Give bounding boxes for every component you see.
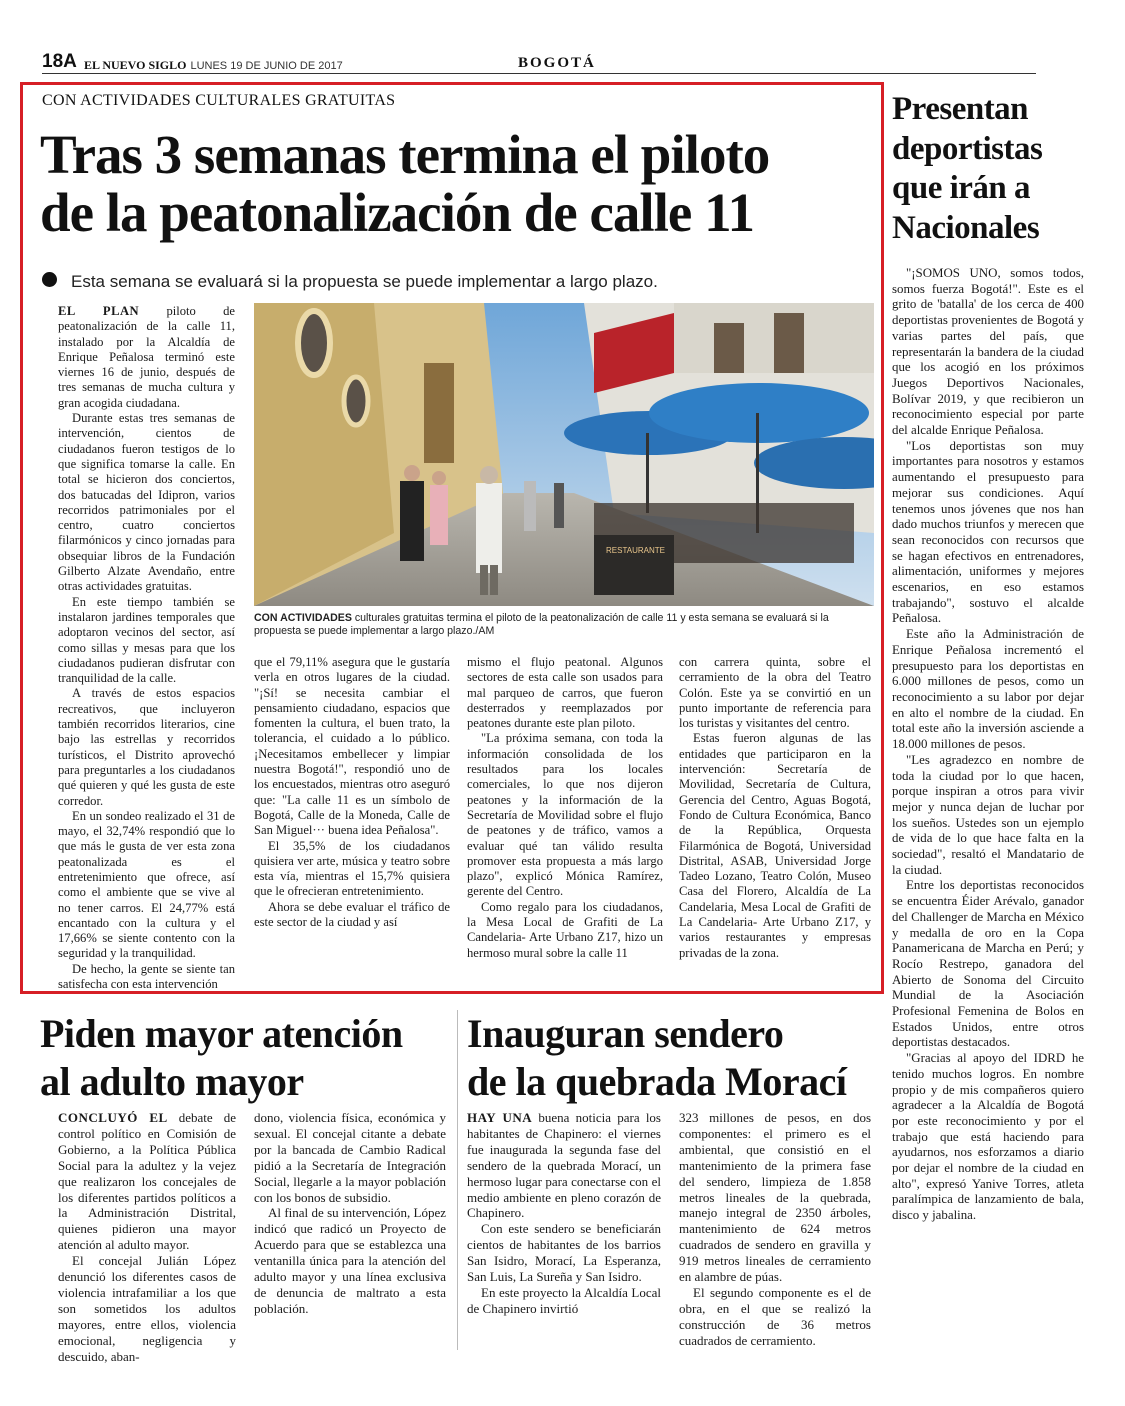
bullet-icon	[42, 272, 57, 287]
paragraph: que el 79,11% asegura que le gustaría verla en otros lugares de la ciudad. "¡Sí! se necesita cambiar el pensamiento ciudadano, espacios que fomenten la cultura, el buen trato, la tolerancia, el cuidado a lo público. ¡Necesitamos embellecer y limpiar nuestra Bogotá!", respondió uno de los encuestados, mientras otro aseguró que: "La calle 11 es un símbolo de Bogotá, Calle de la Moneda, Calle de San Miguel··· buena idea Peñalosa".	[254, 655, 450, 838]
side-headline-line: que irán a	[892, 170, 1031, 207]
side-headline-line: Presentan	[892, 91, 1029, 127]
paragraph: El 35,5% de los ciudadanos quisiera ver arte, música y teatro sobre esta vía, mientras el 15,7% quisiera que le ofrecieran entretenimiento.	[254, 838, 450, 899]
trail-column-2	[679, 1110, 871, 1349]
page-number: 18A	[42, 51, 77, 72]
paragraph: En este proyecto la Alcaldía Local de Chapinero invirtió	[467, 1284, 661, 1316]
lead-in: CONCLUYÓ EL	[58, 1110, 168, 1125]
paragraph: Durante estas tres semanas de intervención, cientos de ciudadanos fueron testigos de lo que significa tomarse la calle. En total se hicieron dos conciertos, dos batucadas del Idipron, varios recorridos patrimoniales por el centro, cuatro conciertos filarmónicos y cinco jornadas para obsequiar libros de la Fundación Gilberto Alzate Avendaño, entre otras actividades gratuitas.	[58, 411, 235, 594]
paragraph: A través de estos espacios recreativos, que incluyeron también recorridos literarios, cine bajo las estrellas y recorridos turísticos, el Distrito aprovechó para preguntarles a los ciudadanos qué quieren y qué les gusta de este corredor.	[58, 686, 235, 808]
paragraph: buena noticia para los habitantes de Chapinero: el viernes fue inaugurada la segunda fase del sendero de la quebrada Morací, un hermoso lugar para conectarse con el medio ambiente en pleno corazón de Chapinero.	[467, 1110, 661, 1221]
article-headline	[40, 126, 880, 243]
headline-line-1: Inauguran sendero	[467, 1011, 784, 1056]
lead-in: HAY UNA	[467, 1110, 533, 1125]
paragraph: Con este sendero se beneficiarán cientos de habitantes de los barrios San Isidro, Morací, La Esperanza, San Luis, La Sureña y San Isidro.	[467, 1221, 661, 1285]
article-column-2	[254, 655, 450, 930]
paragraph: mismo el flujo peatonal. Algunos sectores de esta calle son usados para mal parqueo de carros, que fueron desterrados y reemplazados por peatones durante este plan piloto.	[467, 655, 663, 731]
column-divider	[457, 1010, 458, 1350]
paragraph: 323 millones de pesos, en dos componentes: el primero es el ambiental, que consistió en el mantenimiento de la primera fase del sendero, limpieza de 1.858 metros lineales de la quebrada, manejo integral de 2350 árboles, mantenimiento de 624 metros cuadrados de sendero en gravilla y 919 metros lineales de cerramiento en alambre de púas.	[679, 1110, 871, 1285]
paragraph: Ahora se debe evaluar el tráfico de este sector de la ciudad y así	[254, 899, 450, 930]
headline-line-2: de la quebrada Morací	[467, 1059, 847, 1104]
side-headline	[892, 90, 1042, 248]
paragraph: De hecho, la gente se siente tan satisfecha con esta intervención	[58, 961, 235, 992]
paragraph: Como regalo para los ciudadanos, la Mesa Local de Grafiti de La Candelaria- Arte Urbano Z17, hizo un hermoso mural sobre la calle 11	[467, 899, 663, 960]
article-photo	[254, 303, 874, 606]
paragraph: con carrera quinta, sobre el cerramiento de la obra del Teatro Colón. Este ya se convirtió en un punto importante de referencia para los turistas y visitantes del centro.	[679, 655, 871, 731]
photo-caption	[254, 612, 874, 638]
paragraph: El concejal Julián López denunció los diferentes casos de violencia intrafamiliar a los que son sometidos los adultos mayores, entre ellos, violencia emocional, negligencia y descuido, aban-	[58, 1253, 236, 1364]
paragraph: "La próxima semana, con toda la información consolidada de los resultados para los locales comerciales, lo que nos dijeron peatones y la información de la Secretaría de Movilidad sobre el flujo de peatones y de tráfico, vamos a evaluar qué tan válido resulta promover esta propuesta a más largo plazo", explicó Mónica Ramírez, gerente del Centro.	[467, 731, 663, 899]
newspaper-name: EL NUEVO SIGLO	[84, 58, 187, 72]
side-headline-line: Nacionales	[892, 209, 1040, 246]
paragraph: debate de control político en Comisión de Gobierno, a la Política Pública Social para la adultez y la vejez que realizaron los concejales de los diferentes partidos políticos a la Administración Distrital, quienes pidieron una mayor atención al adulto mayor.	[58, 1110, 236, 1253]
side-article-body	[892, 266, 1084, 1224]
trail-headline	[467, 1010, 846, 1106]
headline-line-2: al adulto mayor	[40, 1059, 304, 1104]
paragraph: Entre los deportistas reconocidos se encuentra Éider Arévalo, ganador del Challenger de Marcha en México y medalla de oro en la Copa Panamericana de Marcha en Perú; y Rocío Restrepo, ganadora del Abierto de Sonoma del Circuito Mundial de la Asociación Profesional Femenina de Bolos en Estados Unidos, entre otros deportistas destacados.	[892, 878, 1084, 1050]
headline-line-1: Piden mayor atención	[40, 1011, 403, 1056]
issue-date: LUNES 19 DE JUNIO DE 2017	[190, 60, 343, 72]
caption-lead: CON ACTIVIDADES	[254, 612, 352, 624]
paragraph: "Les agradezco en nombre de toda la ciudad por lo que hacen, porque inspiran a otros para vivir mejor y nunca dejan de luchar por los sueños. Ustedes son un ejemplo de vida de lo que hace falta en la sociedad", resaltó el Mandatario de la ciudad.	[892, 752, 1084, 877]
elderly-column-1	[58, 1110, 236, 1365]
article-column-4	[679, 655, 871, 961]
paragraph: "Gracias al apoyo del IDRD he tenido muchos logros. En nombre propio y de mis compañeros quiero agradecer a la Alcaldía de Bogotá por este reconocimiento y por el trabajo que está haciendo para ayudarnos, nos esforzamos a diario por dejar el nombre de la ciudad en alto", expresó Yanive Torres, atleta paralímpica de lanzamiento de bala, disco y jabalina.	[892, 1051, 1084, 1223]
paragraph: El segundo componente es el de obra, en el que se realizó la construcción de 36 metros cuadrados de cerramiento.	[679, 1284, 871, 1348]
paragraph: Estas fueron algunas de las entidades que participaron en la intervención: Secretaría de Movilidad, Secretaría de Cultura, Gerencia del Centro, Aguas Bogotá, Fondo de Cultura Económica, Banco de la República, Orquesta Filarmónica de Bogotá, Universidad Distrital, ASAB, Universidad Jorge Tadeo Lozano, Teatro Colón, Museo Casa del Florero, Alcaldía de La Candelaria, Mesa Local de Grafiti de La Candelaria- Arte Urbano Z17, y varios restaurantes y empresas privadas de la zona.	[679, 731, 871, 960]
subhead-text: Esta semana se evaluará si la propuesta se puede implementar a largo plazo.	[71, 272, 658, 291]
headline-line-1: Tras 3 semanas termina el piloto	[40, 124, 770, 185]
masthead	[84, 56, 343, 74]
side-headline-line: deportistas	[892, 130, 1043, 167]
paragraph: Este año la Administración de Enrique Peñalosa incrementó el presupuesto para los deportistas en 6.000 millones de pesos, como un reconocimiento a su labor por dejar en alto el nombre de la ciudad. En total este año la inversión asciende a 18.000 millones de pesos.	[892, 627, 1084, 752]
paragraph: dono, violencia física, económica y sexual. El concejal citante a debate por la bancada de Cambio Radical pidió a la Secretaría de Integración Social, llegarle a la mayor población con los bonos de subsidio.	[254, 1110, 446, 1205]
trail-column-1	[467, 1110, 661, 1317]
elderly-column-2	[254, 1110, 446, 1317]
caption-text: culturales gratuitas termina el piloto de la peatonalización de calle 11 y esta semana se evaluará si la propuesta se puede implementar a largo plazo./AM	[254, 612, 829, 637]
paragraph: En un sondeo realizado el 31 de mayo, el 32,74% respondió que lo que más le gusta de ver esta zona peatonalizada es el entretenimiento que ofrece, así como el ambiente que se vive al no tener carros. El 24,77% está encantado con la cultura y el 17,66% se siente contento con la seguridad y la tranquilidad.	[58, 808, 235, 961]
paragraph: "¡SOMOS UNO, somos todos, somos fuerza Bogotá!". Este es el grito de 'batalla' de los cerca de 400 deportistas provenientes de Bogotá y varias partes del país, que representarán la bandera de la ciudad que los acogió en los próximos Juegos Deportivos Nacionales, Bolívar 2019, y que recibieron un reconocimiento especial por parte del alcalde Enrique Peñalosa.	[892, 266, 1084, 438]
article-column-1	[58, 304, 235, 992]
paragraph: Al final de su intervención, López indicó que radicó un Proyecto de Acuerdo para que se establezca una ventanilla única para la atención del adulto mayor y una línea exclusiva de denuncia de maltrato a esta población.	[254, 1205, 446, 1316]
restaurant-sign: RESTAURANTE	[606, 546, 665, 555]
section-title: BOGOTÁ	[518, 55, 596, 71]
header-rule	[42, 73, 1036, 74]
street-photo	[254, 303, 874, 606]
article-kicker: CON ACTIVIDADES CULTURALES GRATUITAS	[42, 92, 396, 109]
article-column-3	[467, 655, 663, 961]
elderly-headline	[40, 1010, 403, 1106]
lead-in: EL PLAN	[58, 304, 140, 318]
article-subhead	[42, 272, 872, 292]
paragraph: "Los deportistas son muy importantes para nosotros y estamos aumentando el presupuesto para mejorar sus condiciones. Aquí tenemos unos jóvenes que nos han dado muchos triunfos y merecen que sean reconocidos con recursos que se hagan efectivos en entrenadores, alimentación, uniformes y mejores escenarios, en eso estamos trabajando", sostuvo el alcalde Peñalosa.	[892, 438, 1084, 626]
headline-line-2: de la peatonalización de calle 11	[40, 182, 755, 244]
paragraph: piloto de peatonalización de la calle 11, instalado por la Alcaldía de Enrique Peñalosa terminó este viernes 16 de junio, después de tres semanas de mucha cultura y gran acogida ciudadana.	[58, 304, 235, 410]
paragraph: En este tiempo también se instalaron jardines temporales que adoptaron vecinos del sector, así como sillas y mesas para que los ciudadanos pudieran disfrutar con tranquilidad de la calle.	[58, 594, 235, 686]
